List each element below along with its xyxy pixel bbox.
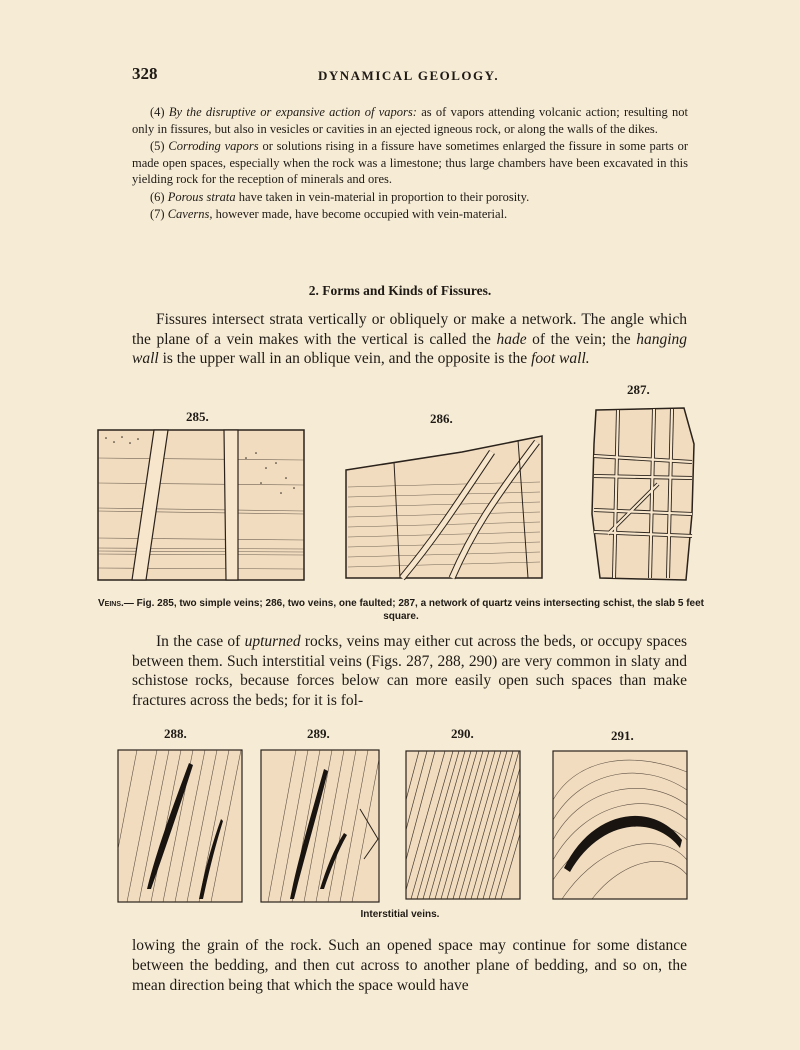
figure-number-286: 286. (430, 411, 453, 426)
list-item: (7) Caverns, however made, have become occupied with vein-material. (150, 207, 508, 221)
body-paragraph: In the case of upturned rocks, veins may either cut across the beds, or occupy spaces between them. Such interstitial veins (Figs. 287, 288, 290) are very common in slaty and schistose rocks, because forces below can more easily open such spaces than make fractures across the beds; for it is fol- (132, 633, 688, 709)
body-paragraph: Fissures intersect strata vertically or obliquely or make a network. The angle which the plane of a vein makes with the vertical is called the hade of the vein; the hanging wall is the upper wall in an oblique vein, and the opposite is the foot wall. (132, 311, 687, 367)
figure-number-285: 285. (186, 409, 209, 424)
list-item: (5) Corroding vapors or solutions rising in a fissure have sometimes enlarged the fissure in some parts or made open spaces, especially when the rock was a limestone; thus large chambers have been excavated in this yielding rock for the reception of minerals and ores. (132, 139, 688, 186)
body-paragraph: lowing the grain of the rock. Such an opened space may continue for some distance between the bedding, and then cut across to another plane of bedding, and so on, the mean direction being that which the space would have (132, 937, 687, 994)
figure-number-291: 291. (611, 728, 634, 743)
figure-number-288: 288. (164, 726, 187, 741)
running-head: DYNAMICAL GEOLOGY. (318, 68, 500, 83)
numbered-list (132, 104, 688, 224)
figure-number-287: 287. (627, 382, 650, 397)
list-item: (4) By the disruptive or expansive action of vapors: as of vapors attending volcanic action; resulting not only in fissures, but also in vesicles or cavities in an ejected igneous rock, or along the walls of the dikes. (132, 105, 688, 136)
page-number: 328 (132, 64, 158, 83)
figure-286-faulted-veins (342, 432, 548, 582)
figure-291-folded-vein (552, 750, 688, 900)
figure-285-simple-veins (96, 428, 306, 582)
figure-287-vein-network (588, 404, 700, 584)
figure-288-interstitial-vein (117, 749, 243, 903)
figure-caption-veins: Veins.— Fig. 285, two simple veins; 286, two veins, one faulted; 287, a network of quartz veins intersecting schist, the slab 5 feet square. (98, 598, 704, 622)
figure-289-interstitial-vein (260, 749, 380, 903)
figure-number-289: 289. (307, 726, 330, 741)
list-item: (6) Porous strata have taken in vein-material in proportion to their porosity. (150, 189, 530, 204)
figure-290-interstitial-vein (405, 750, 521, 900)
section-heading: 2. Forms and Kinds of Fissures. (308, 283, 492, 298)
figure-number-290: 290. (451, 726, 474, 741)
figure-caption-interstitial: Interstitial veins. (360, 909, 440, 920)
